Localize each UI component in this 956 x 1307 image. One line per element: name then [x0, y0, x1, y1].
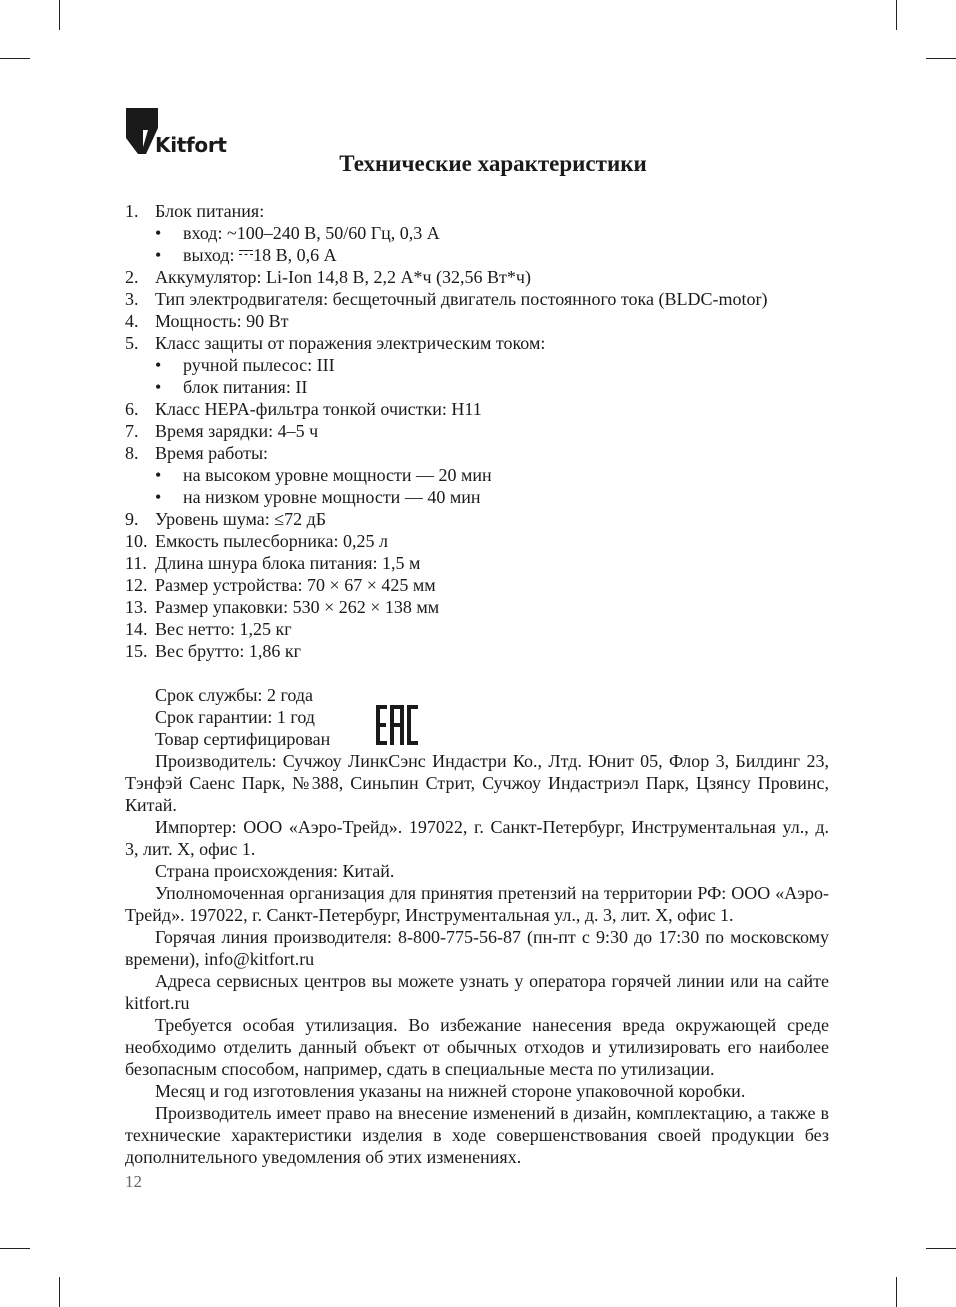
spec-item: [125, 442, 845, 464]
spec-item: [125, 618, 845, 640]
spec-item: [125, 288, 845, 310]
spec-number: 14.: [125, 619, 148, 639]
crop-mark: [0, 1248, 30, 1249]
spec-subitem: [125, 244, 845, 266]
spec-number: 1.: [125, 201, 139, 221]
spec-text: Время работы:: [155, 443, 269, 463]
info-paragraph: Месяц и год изготовления указаны на нижней стороне упаковочной коробки.: [155, 1081, 746, 1101]
spec-subitem-text: вход: ~100–240 В, 50/60 Гц, 0,3 А: [183, 223, 440, 243]
spec-text: Вес брутто: 1,86 кг: [155, 641, 301, 661]
info-paragraph: Производитель: Сучжоу ЛинкСэнс Индастри Ко., Лтд. Юнит 05, Флор 3, Билдинг 23, Тэнфэй Саенс Парк, №388, Синьпин Стрит, Сучжоу Индастриэл Парк, Цзянсу Провинс, Китай.: [125, 751, 829, 815]
spec-number: 6.: [125, 399, 139, 419]
spec-text: Уровень шума: ≤72 дБ: [155, 509, 327, 529]
spec-text: Аккумулятор: Li-Ion 14,8 В, 2,2 А*ч (32,56 Вт*ч): [155, 267, 531, 287]
manufacturer-info: [125, 750, 829, 1168]
warranty-period: Срок гарантии: 1 год: [155, 707, 315, 727]
eac-mark-icon: [376, 705, 418, 745]
spec-number: 5.: [125, 333, 139, 353]
spec-number: 9.: [125, 509, 139, 529]
spec-subitem-text: на низком уровне мощности — 40 мин: [183, 487, 481, 507]
spec-item: [125, 552, 845, 574]
info-paragraph: Производитель имеет право на внесение изменений в дизайн, комплектацию, а также в технические характеристики изделия в ходе совершенствования своей продукции без дополнительного уведомления об этих изменениях.: [125, 1103, 829, 1167]
spec-text: Вес нетто: 1,25 кг: [155, 619, 292, 639]
page-title: Технические характеристики: [339, 151, 647, 176]
spec-text: Класс HEPA-фильтра тонкой очистки: H11: [155, 399, 482, 419]
spec-text: Класс защиты от поражения электрическим током:: [155, 333, 546, 353]
spec-subitem-text: ручной пылесос: III: [183, 355, 335, 375]
logo-wordmark: Kitfort: [155, 133, 227, 157]
info-paragraph: Требуется особая утилизация. Во избежание нанесения вреда окружающей среде необходимо отделить данный объект от обычных отходов и утилизировать его наиболее безопасным способом, например, сдать в специальные места по утилизации.: [125, 1015, 829, 1079]
spec-subitem: [125, 376, 845, 398]
output-value: 18 В, 0,6 А: [253, 245, 337, 265]
service-info: [155, 684, 330, 750]
spec-number: 15.: [125, 641, 148, 661]
spec-text: Длина шнура блока питания: 1,5 м: [155, 553, 421, 573]
spec-subitem: [125, 222, 845, 244]
spec-text: Тип электродвигателя: бесщеточный двигатель постоянного тока (BLDC-motor): [155, 289, 768, 309]
page-number: 12: [125, 1172, 142, 1191]
spec-item: [125, 420, 845, 442]
bullet-icon: •: [155, 355, 162, 375]
crop-mark: [896, 1277, 897, 1307]
spec-number: 12.: [125, 575, 148, 595]
spec-number: 11.: [125, 553, 147, 573]
spec-text: Емкость пылесборника: 0,25 л: [155, 531, 388, 551]
spec-text: Блок питания:: [155, 201, 265, 221]
dc-current-icon: [239, 251, 253, 261]
spec-item: [125, 310, 845, 332]
crop-mark: [926, 58, 956, 59]
spec-list: [125, 200, 845, 662]
crop-mark: [896, 0, 897, 30]
spec-item: [125, 574, 845, 596]
bullet-icon: •: [155, 487, 162, 507]
spec-item: [125, 398, 845, 420]
crop-mark: [926, 1248, 956, 1249]
spec-item: [125, 332, 845, 354]
info-paragraph: Адреса сервисных центров вы можете узнать у оператора горячей линии или на сайте kitfort.ru: [125, 971, 829, 1013]
spec-text: Размер упаковки: 530 × 262 × 138 мм: [155, 597, 440, 617]
spec-subitem: [125, 354, 845, 376]
spec-subitem: [125, 464, 845, 486]
crop-mark: [0, 58, 30, 59]
bullet-icon: •: [155, 223, 162, 243]
spec-number: 8.: [125, 443, 139, 463]
output-label: выход:: [183, 245, 235, 265]
bullet-icon: •: [155, 245, 162, 265]
spec-number: 4.: [125, 311, 139, 331]
spec-number: 7.: [125, 421, 139, 441]
bullet-icon: •: [155, 377, 162, 397]
spec-subitem-text: блок питания: II: [183, 377, 308, 397]
spec-number: 2.: [125, 267, 139, 287]
spec-item: [125, 596, 845, 618]
spec-item: [125, 266, 845, 288]
spec-item: [125, 530, 845, 552]
spec-text: Время зарядки: 4–5 ч: [155, 421, 319, 441]
spec-number: 10.: [125, 531, 148, 551]
certification-note: Товар сертифицирован: [155, 729, 331, 749]
info-paragraph: Горячая линия производителя: 8-800-775-56-87 (пн-пт с 9:30 до 17:30 по московскому времени), info@kitfort.ru: [125, 927, 829, 969]
info-paragraph: Импортер: ООО «Аэро-Трейд». 197022, г. Санкт-Петербург, Инструментальная ул., д. 3, лит. Х, офис 1.: [125, 817, 829, 859]
spec-text: Размер устройства: 70 × 67 × 425 мм: [155, 575, 436, 595]
spec-subitem-text: на высоком уровне мощности — 20 мин: [183, 465, 492, 485]
spec-item: [125, 640, 845, 662]
service-life: Срок службы: 2 года: [155, 685, 314, 705]
bullet-icon: •: [155, 465, 162, 485]
crop-mark: [59, 0, 60, 30]
info-paragraph: Уполномоченная организация для принятия претензий на территории РФ: ООО «Аэро-Трейд». 197022, г. Санкт-Петербург, Инструментальная ул., д. 3, лит. Х, офис 1.: [125, 883, 829, 925]
spec-item: [125, 508, 845, 530]
spec-subitem: [125, 486, 845, 508]
crop-mark: [59, 1277, 60, 1307]
info-paragraph: Страна происхождения: Китай.: [155, 861, 395, 881]
spec-number: 13.: [125, 597, 148, 617]
spec-subitem-text: [183, 244, 337, 266]
spec-number: 3.: [125, 289, 139, 309]
spec-item: [125, 200, 845, 222]
spec-text: Мощность: 90 Вт: [155, 311, 289, 331]
